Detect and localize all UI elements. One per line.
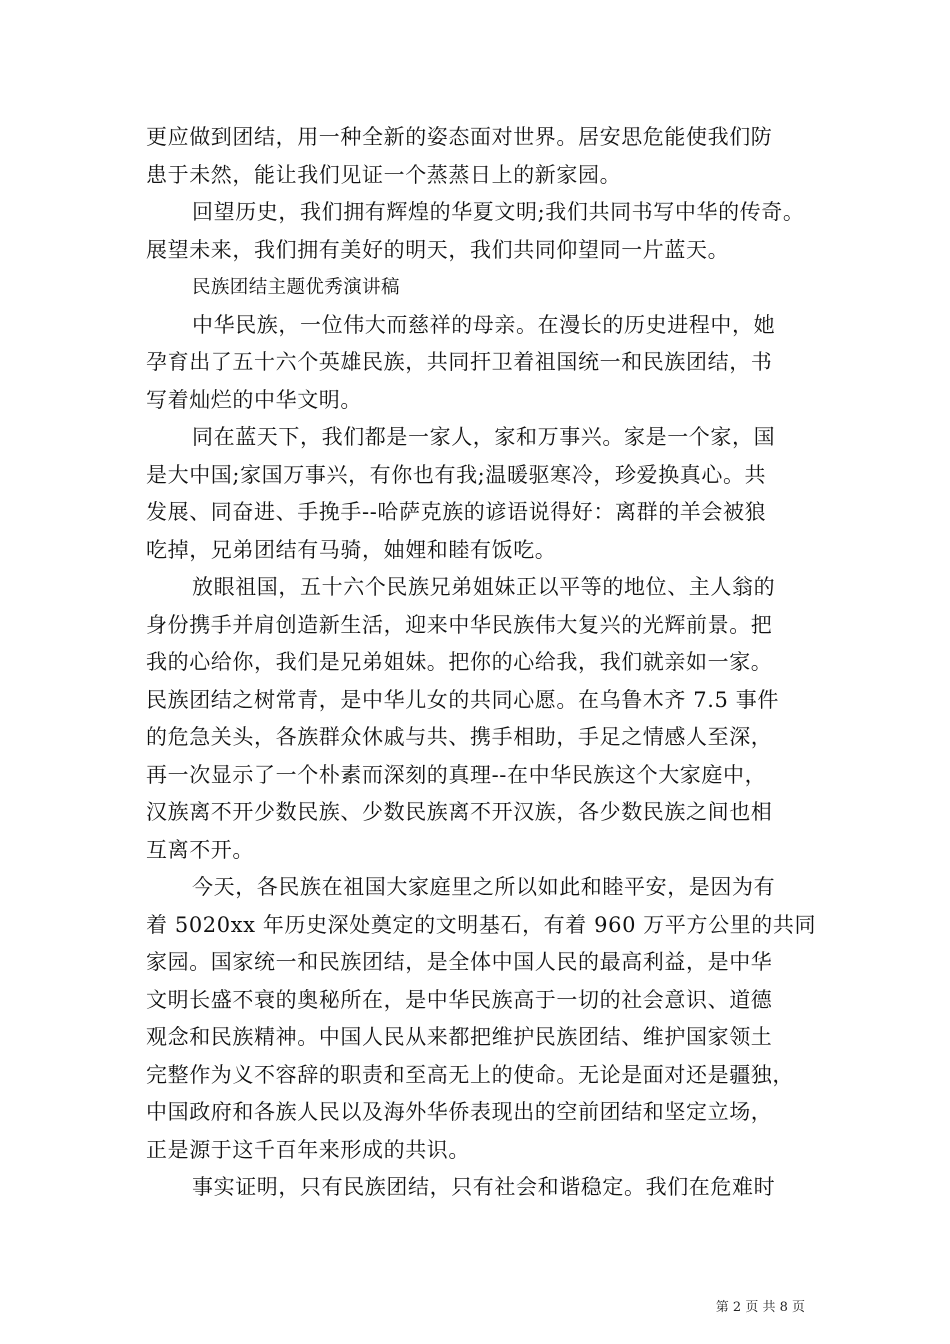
text-line: 身份携手并肩创造新生活，迎来中华民族伟大复兴的光辉前景。把 bbox=[146, 612, 773, 637]
text-line: 再一次显示了一个朴素而深刻的真理--在中华民族这个大家庭中， bbox=[146, 762, 767, 787]
text-line: 更应做到团结，用一种全新的姿态面对世界。居安思危能使我们防 bbox=[146, 125, 773, 149]
text-line: 患于未然，能让我们见证一个蒸蒸日上的新家园。 bbox=[146, 162, 622, 187]
text-line: 互离不开。 bbox=[146, 837, 254, 862]
text-line: 今天，各民族在祖国大家庭里之所以如此和睦平安，是因为有 bbox=[192, 875, 776, 899]
text-line: 孕育出了五十六个英雄民族，共同扞卫着祖国统一和民族团结，书 bbox=[146, 350, 773, 374]
text-line: 同在蓝天下，我们都是一家人，家和万事兴。家是一个家，国 bbox=[192, 425, 776, 449]
text-line: 展望未来，我们拥有美好的明天，我们共同仰望同一片蓝天。 bbox=[146, 237, 730, 262]
text-line: 民族团结之树常青，是中华儿女的共同心愿。在乌鲁木齐 7.5 事件 bbox=[146, 687, 779, 712]
text-line: 家园。国家统一和民族团结，是全体中国人民的最高利益，是中华 bbox=[146, 950, 773, 974]
text-line: 是大中国;家国万事兴，有你也有我;温暖驱寒冷，珍爱换真心。共 bbox=[146, 462, 767, 487]
text-line: 中国政府和各族人民以及海外华侨表现出的空前团结和坚定立场， bbox=[146, 1100, 773, 1124]
section-heading: 民族团结主题优秀演讲稿 bbox=[192, 277, 400, 298]
text-line: 事实证明，只有民族团结，只有社会和谐稳定。我们在危难时 bbox=[192, 1175, 776, 1199]
text-line: 写着灿烂的中华文明。 bbox=[146, 387, 362, 412]
text-line: 回望历史，我们拥有辉煌的华夏文明;我们共同书写中华的传奇。 bbox=[192, 200, 805, 224]
text-line: 观念和民族精神。中国人民从来都把维护民族团结、维护国家领土 bbox=[146, 1025, 773, 1049]
text-line: 吃掉，兄弟团结有马骑，妯娌和睦有饭吃。 bbox=[146, 537, 557, 562]
text-line: 中华民族，一位伟大而慈祥的母亲。在漫长的历史进程中，她 bbox=[192, 312, 776, 337]
text-line: 着 5020xx 年历史深处奠定的文明基石，有着 960 万平方公里的共同 bbox=[146, 912, 817, 937]
text-line: 的危急关头，各族群众休戚与共、携手相助，手足之情感人至深， bbox=[146, 725, 773, 749]
text-line: 发展、同奋进、手挽手--哈萨克族的谚语说得好：离群的羊会被狼 bbox=[146, 500, 767, 524]
text-line: 放眼祖国，五十六个民族兄弟姐妹正以平等的地位、主人翁的 bbox=[192, 575, 776, 599]
text-line: 完整作为义不容辞的职责和至高无上的使命。无论是面对还是疆独， bbox=[146, 1062, 794, 1087]
document-body bbox=[146, 119, 817, 1207]
text-line: 汉族离不开少数民族、少数民族离不开汉族，各少数民族之间也相 bbox=[146, 800, 773, 824]
page-number: 第 2 页 共 8 页 bbox=[715, 1300, 805, 1315]
text-line: 我的心给你，我们是兄弟姐妹。把你的心给我，我们就亲如一家。 bbox=[146, 650, 773, 674]
text-line: 正是源于这千百年来形成的共识。 bbox=[146, 1137, 470, 1162]
text-line: 文明长盛不衰的奥秘所在，是中华民族高于一切的社会意识、道德 bbox=[146, 987, 773, 1012]
